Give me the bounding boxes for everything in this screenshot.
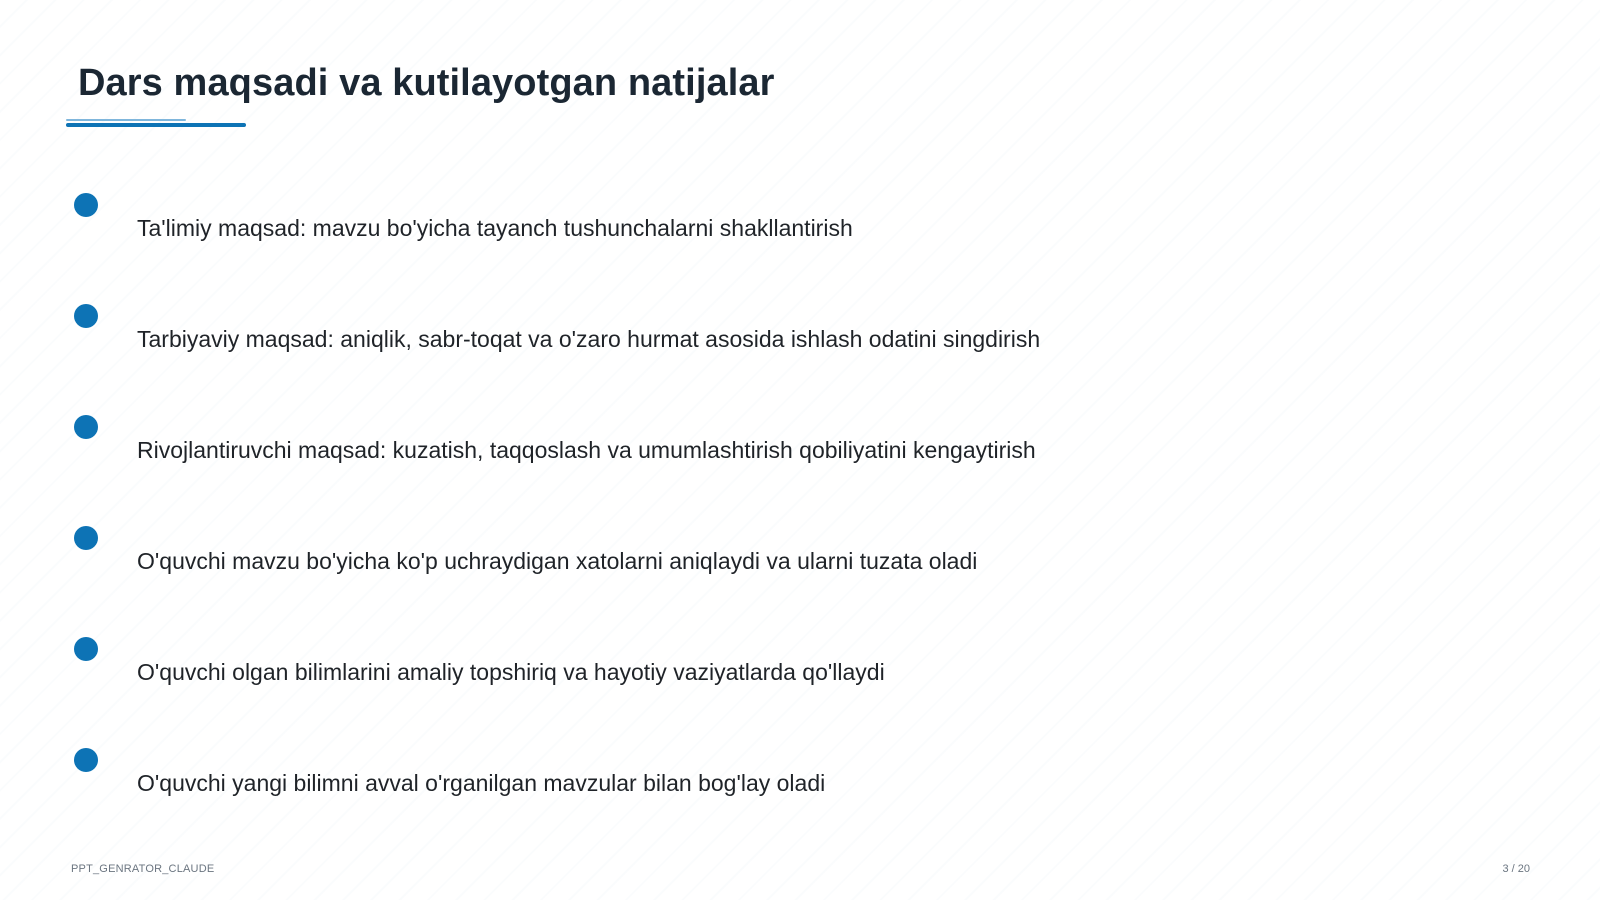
bullet-text: Tarbiyaviy maqsad: aniqlik, sabr-toqat va o'zaro hurmat asosida ishlash odatini singdirish [137,326,1041,352]
title-underline-accent [66,119,186,121]
bullet-item [0,415,1400,495]
bullet-text: O'quvchi mavzu bo'yicha ko'p uchraydigan xatolarni aniqlaydi va ularni tuzata oladi [137,548,978,574]
bullet-text: Rivojlantiruvchi maqsad: kuzatish, taqqoslash va umumlashtirish qobiliyatini kengaytirish [137,437,1036,463]
slide-title: Dars maqsadi va kutilayotgan natijalar [78,62,775,104]
bullet-text: Ta'limiy maqsad: mavzu bo'yicha tayanch tushunchalarni shakllantirish [137,215,853,241]
page-indicator: 3 / 20 [1502,863,1530,875]
bullet-item [0,304,1400,384]
bullet-dot [74,526,98,550]
bullet-dot [74,193,98,217]
title-underline [66,123,246,127]
bullet-item [0,193,1400,273]
bullet-item [0,748,1400,828]
bullet-text: O'quvchi olgan bilimlarini amaliy topshiriq va hayotiy vaziyatlarda qo'llaydi [137,659,885,685]
bullet-dot [74,637,98,661]
bullet-item [0,526,1400,606]
bullet-dot [74,748,98,772]
bullet-dot [74,304,98,328]
bullet-item [0,637,1400,717]
footer-left-label: PPT_GENRATOR_CLAUDE [71,863,215,875]
bullet-text: O'quvchi yangi bilimni avval o'rganilgan mavzular bilan bog'lay oladi [137,770,826,796]
bullet-dot [74,415,98,439]
